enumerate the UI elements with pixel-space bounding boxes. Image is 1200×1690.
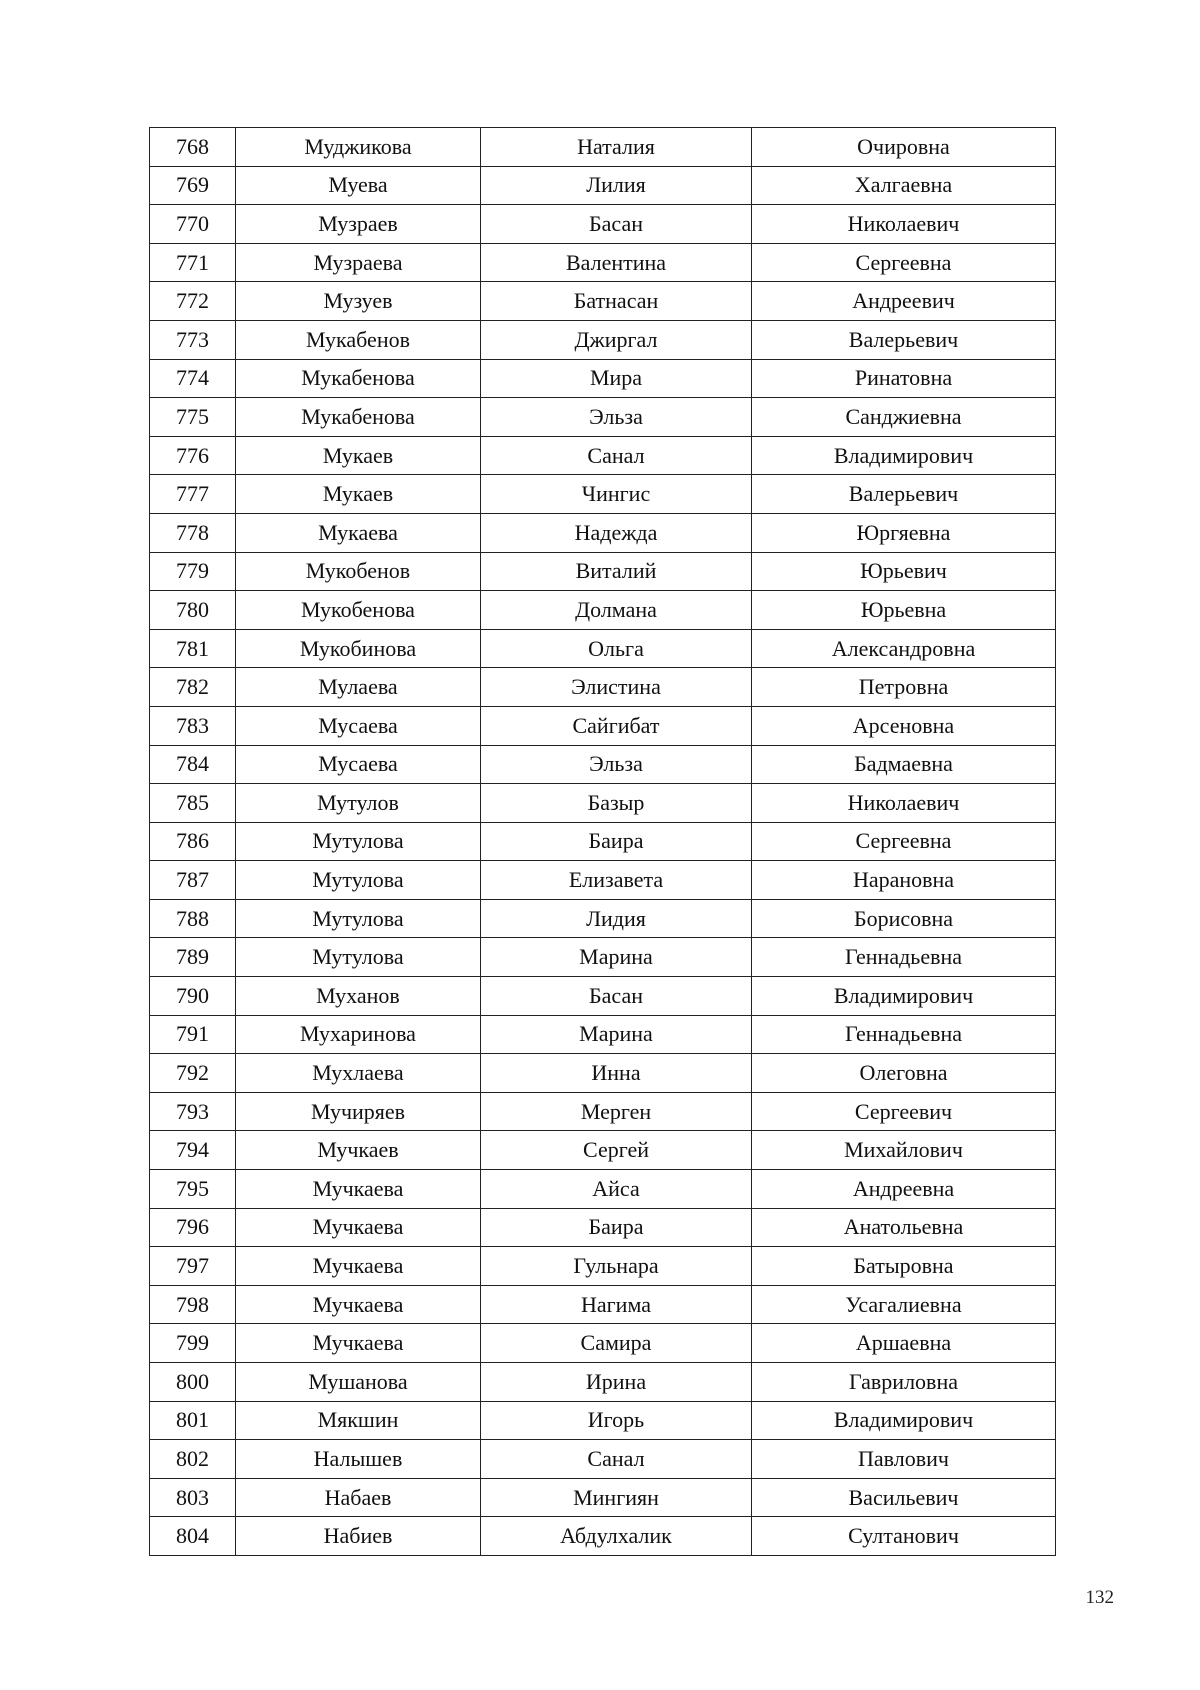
row-number-cell: 774 [150, 359, 236, 398]
table-row [150, 166, 1056, 205]
patronymic-cell: Санджиевна [752, 398, 1056, 437]
last-name-cell: Мукаев [236, 436, 481, 475]
patronymic-cell: Усагалиевна [752, 1285, 1056, 1324]
table-row [150, 205, 1056, 244]
first-name-cell: Баира [481, 1208, 752, 1247]
first-name-cell: Санал [481, 436, 752, 475]
patronymic-cell: Валерьевич [752, 475, 1056, 514]
row-number-cell: 768 [150, 128, 236, 167]
patronymic-cell: Нарановна [752, 861, 1056, 900]
first-name-cell: Марина [481, 1015, 752, 1054]
patronymic-cell: Олеговна [752, 1054, 1056, 1093]
patronymic-cell: Ринатовна [752, 359, 1056, 398]
patronymic-cell: Борисовна [752, 899, 1056, 938]
table-row [150, 706, 1056, 745]
table-row [150, 938, 1056, 977]
row-number-cell: 769 [150, 166, 236, 205]
row-number-cell: 797 [150, 1247, 236, 1286]
last-name-cell: Мутулова [236, 822, 481, 861]
table-row [150, 784, 1056, 823]
last-name-cell: Мутулова [236, 861, 481, 900]
last-name-cell: Муханов [236, 977, 481, 1016]
row-number-cell: 776 [150, 436, 236, 475]
last-name-cell: Мучкаева [236, 1208, 481, 1247]
patronymic-cell: Халгаевна [752, 166, 1056, 205]
table-row [150, 1285, 1056, 1324]
table-row [150, 1324, 1056, 1363]
roster-table [149, 127, 1056, 1556]
row-number-cell: 804 [150, 1517, 236, 1556]
table-row [150, 591, 1056, 630]
row-number-cell: 788 [150, 899, 236, 938]
first-name-cell: Басан [481, 205, 752, 244]
first-name-cell: Инна [481, 1054, 752, 1093]
table-row [150, 1208, 1056, 1247]
row-number-cell: 798 [150, 1285, 236, 1324]
first-name-cell: Джиргал [481, 320, 752, 359]
patronymic-cell: Аршаевна [752, 1324, 1056, 1363]
last-name-cell: Мучкаева [236, 1324, 481, 1363]
patronymic-cell: Очировна [752, 128, 1056, 167]
last-name-cell: Набиев [236, 1517, 481, 1556]
last-name-cell: Мусаева [236, 706, 481, 745]
last-name-cell: Мукаев [236, 475, 481, 514]
last-name-cell: Мучкаева [236, 1247, 481, 1286]
patronymic-cell: Юрьевич [752, 552, 1056, 591]
table-row [150, 398, 1056, 437]
row-number-cell: 803 [150, 1478, 236, 1517]
first-name-cell: Мингиян [481, 1478, 752, 1517]
patronymic-cell: Геннадьевна [752, 1015, 1056, 1054]
row-number-cell: 773 [150, 320, 236, 359]
table-row [150, 629, 1056, 668]
row-number-cell: 784 [150, 745, 236, 784]
last-name-cell: Муджикова [236, 128, 481, 167]
patronymic-cell: Бадмаевна [752, 745, 1056, 784]
patronymic-cell: Юрьевна [752, 591, 1056, 630]
first-name-cell: Сергей [481, 1131, 752, 1170]
patronymic-cell: Геннадьевна [752, 938, 1056, 977]
row-number-cell: 790 [150, 977, 236, 1016]
last-name-cell: Мучкаева [236, 1285, 481, 1324]
last-name-cell: Мучиряев [236, 1092, 481, 1131]
row-number-cell: 785 [150, 784, 236, 823]
first-name-cell: Мира [481, 359, 752, 398]
first-name-cell: Чингис [481, 475, 752, 514]
first-name-cell: Наталия [481, 128, 752, 167]
patronymic-cell: Сергеевна [752, 243, 1056, 282]
first-name-cell: Басан [481, 977, 752, 1016]
table-row [150, 861, 1056, 900]
table-row [150, 436, 1056, 475]
last-name-cell: Мутулова [236, 899, 481, 938]
first-name-cell: Эльза [481, 745, 752, 784]
row-number-cell: 783 [150, 706, 236, 745]
table-row [150, 359, 1056, 398]
row-number-cell: 793 [150, 1092, 236, 1131]
first-name-cell: Эльза [481, 398, 752, 437]
row-number-cell: 799 [150, 1324, 236, 1363]
table-row [150, 513, 1056, 552]
table-row [150, 320, 1056, 359]
patronymic-cell: Андреевна [752, 1170, 1056, 1209]
table-row [150, 1401, 1056, 1440]
last-name-cell: Мукабенова [236, 359, 481, 398]
row-number-cell: 780 [150, 591, 236, 630]
first-name-cell: Абдулхалик [481, 1517, 752, 1556]
last-name-cell: Музраев [236, 205, 481, 244]
first-name-cell: Игорь [481, 1401, 752, 1440]
row-number-cell: 791 [150, 1015, 236, 1054]
table-row [150, 475, 1056, 514]
row-number-cell: 789 [150, 938, 236, 977]
first-name-cell: Надежда [481, 513, 752, 552]
patronymic-cell: Сергеевич [752, 1092, 1056, 1131]
patronymic-cell: Валерьевич [752, 320, 1056, 359]
row-number-cell: 800 [150, 1363, 236, 1402]
table-row [150, 282, 1056, 321]
last-name-cell: Мукобенов [236, 552, 481, 591]
last-name-cell: Набаев [236, 1478, 481, 1517]
first-name-cell: Базыр [481, 784, 752, 823]
page-number: 132 [1085, 1587, 1114, 1608]
row-number-cell: 782 [150, 668, 236, 707]
table-row [150, 1247, 1056, 1286]
table-row [150, 1131, 1056, 1170]
last-name-cell: Муева [236, 166, 481, 205]
table-row [150, 1092, 1056, 1131]
row-number-cell: 794 [150, 1131, 236, 1170]
table-row [150, 128, 1056, 167]
first-name-cell: Гульнара [481, 1247, 752, 1286]
first-name-cell: Баира [481, 822, 752, 861]
patronymic-cell: Николаевич [752, 784, 1056, 823]
table-row [150, 1363, 1056, 1402]
table-row [150, 1015, 1056, 1054]
last-name-cell: Мукабенов [236, 320, 481, 359]
row-number-cell: 787 [150, 861, 236, 900]
first-name-cell: Лилия [481, 166, 752, 205]
first-name-cell: Марина [481, 938, 752, 977]
patronymic-cell: Михайлович [752, 1131, 1056, 1170]
patronymic-cell: Юргяевна [752, 513, 1056, 552]
last-name-cell: Мукобинова [236, 629, 481, 668]
row-number-cell: 772 [150, 282, 236, 321]
first-name-cell: Самира [481, 1324, 752, 1363]
patronymic-cell: Арсеновна [752, 706, 1056, 745]
first-name-cell: Валентина [481, 243, 752, 282]
last-name-cell: Мутулова [236, 938, 481, 977]
patronymic-cell: Владимирович [752, 977, 1056, 1016]
last-name-cell: Налышев [236, 1440, 481, 1479]
row-number-cell: 801 [150, 1401, 236, 1440]
first-name-cell: Санал [481, 1440, 752, 1479]
first-name-cell: Долмана [481, 591, 752, 630]
first-name-cell: Батнасан [481, 282, 752, 321]
row-number-cell: 778 [150, 513, 236, 552]
row-number-cell: 795 [150, 1170, 236, 1209]
last-name-cell: Музраева [236, 243, 481, 282]
last-name-cell: Мукаева [236, 513, 481, 552]
last-name-cell: Музуев [236, 282, 481, 321]
table-row [150, 243, 1056, 282]
last-name-cell: Мукобенова [236, 591, 481, 630]
row-number-cell: 802 [150, 1440, 236, 1479]
table-row [150, 899, 1056, 938]
last-name-cell: Мулаева [236, 668, 481, 707]
first-name-cell: Айса [481, 1170, 752, 1209]
table-row [150, 1170, 1056, 1209]
patronymic-cell: Владимирович [752, 1401, 1056, 1440]
first-name-cell: Лидия [481, 899, 752, 938]
table-row [150, 1440, 1056, 1479]
first-name-cell: Елизавета [481, 861, 752, 900]
roster-table-container [149, 127, 1055, 1556]
first-name-cell: Нагима [481, 1285, 752, 1324]
patronymic-cell: Владимирович [752, 436, 1056, 475]
table-row [150, 745, 1056, 784]
table-row [150, 977, 1056, 1016]
patronymic-cell: Анатольевна [752, 1208, 1056, 1247]
table-row [150, 1478, 1056, 1517]
first-name-cell: Виталий [481, 552, 752, 591]
last-name-cell: Мушанова [236, 1363, 481, 1402]
last-name-cell: Мучкаева [236, 1170, 481, 1209]
row-number-cell: 786 [150, 822, 236, 861]
table-row [150, 552, 1056, 591]
patronymic-cell: Николаевич [752, 205, 1056, 244]
first-name-cell: Мерген [481, 1092, 752, 1131]
patronymic-cell: Васильевич [752, 1478, 1056, 1517]
row-number-cell: 796 [150, 1208, 236, 1247]
last-name-cell: Мякшин [236, 1401, 481, 1440]
patronymic-cell: Александровна [752, 629, 1056, 668]
last-name-cell: Мукабенова [236, 398, 481, 437]
row-number-cell: 781 [150, 629, 236, 668]
table-row [150, 822, 1056, 861]
patronymic-cell: Султанович [752, 1517, 1056, 1556]
last-name-cell: Мухлаева [236, 1054, 481, 1093]
first-name-cell: Сайгибат [481, 706, 752, 745]
patronymic-cell: Андреевич [752, 282, 1056, 321]
table-row [150, 668, 1056, 707]
table-row [150, 1054, 1056, 1093]
last-name-cell: Мусаева [236, 745, 481, 784]
first-name-cell: Ирина [481, 1363, 752, 1402]
first-name-cell: Ольга [481, 629, 752, 668]
patronymic-cell: Гавриловна [752, 1363, 1056, 1402]
row-number-cell: 771 [150, 243, 236, 282]
patronymic-cell: Батыровна [752, 1247, 1056, 1286]
table-row [150, 1517, 1056, 1556]
roster-table-body [150, 128, 1056, 1556]
patronymic-cell: Петровна [752, 668, 1056, 707]
row-number-cell: 792 [150, 1054, 236, 1093]
row-number-cell: 779 [150, 552, 236, 591]
first-name-cell: Элистина [481, 668, 752, 707]
last-name-cell: Мухаринова [236, 1015, 481, 1054]
last-name-cell: Мучкаев [236, 1131, 481, 1170]
row-number-cell: 777 [150, 475, 236, 514]
row-number-cell: 775 [150, 398, 236, 437]
patronymic-cell: Павлович [752, 1440, 1056, 1479]
last-name-cell: Мутулов [236, 784, 481, 823]
patronymic-cell: Сергеевна [752, 822, 1056, 861]
row-number-cell: 770 [150, 205, 236, 244]
